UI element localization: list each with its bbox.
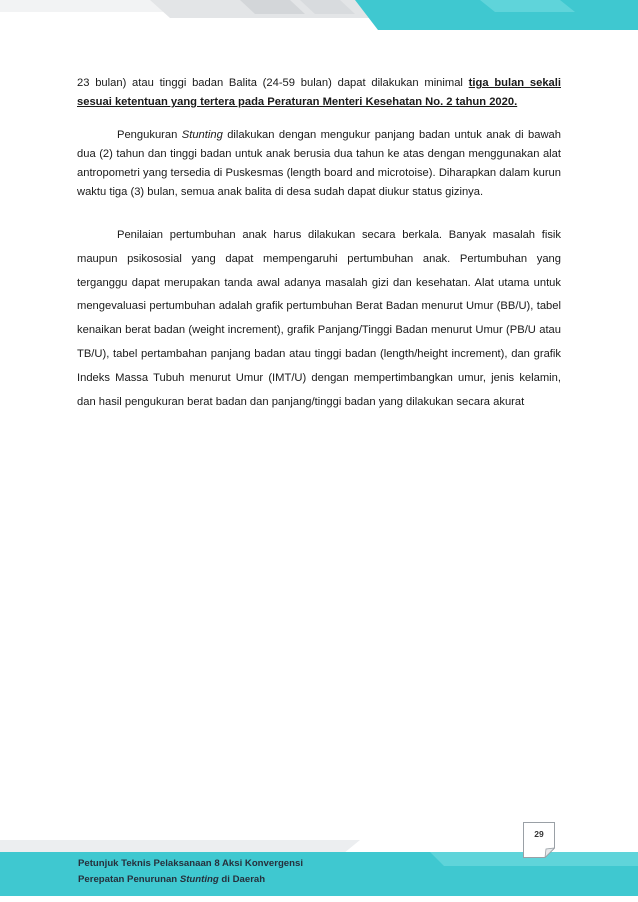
footer-title-line-2-start: Perepatan Penurunan: [78, 874, 180, 885]
paragraph-3: Penilaian pertumbuhan anak harus dilakukan secara berkala. Banyak masalah fisik maupun psikososial yang dapat mempengaruhi pertumbuhan anak. Pertumbuhan yang terganggu dapat merupakan tanda awal adanya masalah gizi dan kesehatan. Alat utama untuk mengevaluasi pertumbuhan adalah grafik pertumbuhan Berat Badan menurut Umur (BB/U), tabel kenaikan berat badan (weight increment), grafik Panjang/Tinggi Badan menurut Umur (PB/U atau TB/U), tabel pertambahan panjang badan atau tinggi badan (length/height increment), dan grafik Indeks Massa Tubuh menurut Umur (IMT/U) dengan mempertimbangkan umur, jenis kelamin, dan hasil pengukuran berat badan dan panjang/tinggi badan yang dilakukan secara akurat: [77, 229, 561, 408]
document-body: [77, 74, 561, 414]
p1-bold-underlined-text: tiga bulan sekali sesuai ketentuan yang tertera pada Peraturan Menteri Kesehatan No. 2 tahun 2020.: [77, 77, 561, 108]
footer-title-line-2: [78, 872, 303, 888]
paragraph-2: [77, 126, 561, 202]
footer-title-italic-term: Stunting: [179, 874, 219, 885]
footer-title-line-2-end: di Daerah: [218, 874, 266, 885]
header-decor-band: [0, 0, 638, 30]
p1-text: 23 bulan) atau tinggi badan Balita (24-59 bulan) dapat dilakukan minimal: [77, 77, 469, 89]
footer-title: [78, 856, 303, 888]
p2-text-rest: dilakukan dengan mengukur panjang badan untuk anak di bawah dua (2) tahun dan tinggi badan untuk anak berusia dua tahun ke atas dengan menggunakan alat antropometri yang tersedia di Puskesmas (length board and microtoise). Diharapkan dalam kurun waktu tiga (3) bulan, semua anak balita di desa sudah dapat diukur status gizinya.: [77, 129, 561, 198]
footer-title-line-1: Petunjuk Teknis Pelaksanaan 8 Aksi Konvergensi: [78, 858, 304, 869]
page-number: 29: [534, 829, 544, 839]
p2-text-start: Pengukuran: [117, 129, 182, 141]
paragraph-1: [77, 74, 561, 112]
page-number-box: [523, 822, 555, 858]
p2-italic-term: Stunting: [181, 129, 223, 141]
